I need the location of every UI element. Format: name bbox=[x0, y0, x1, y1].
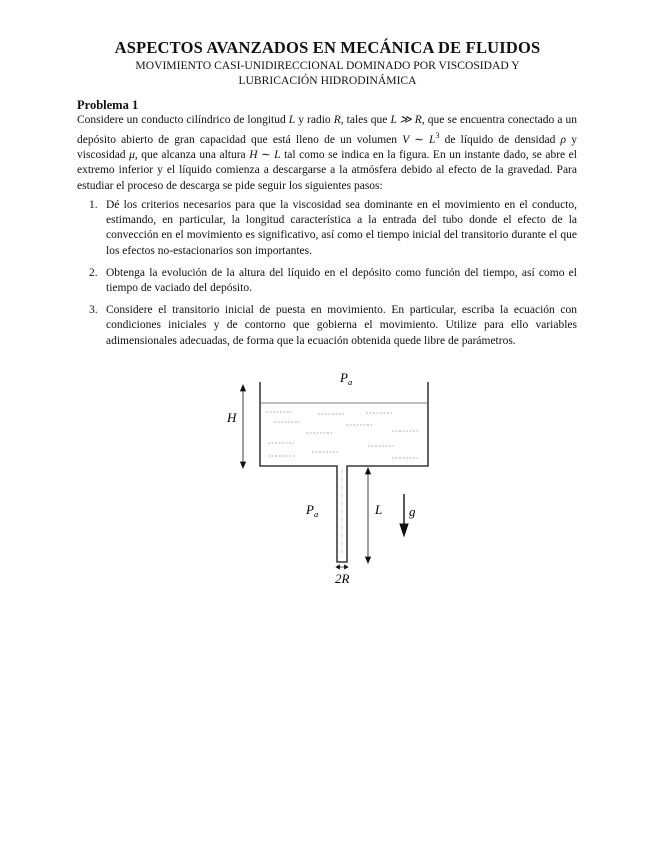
intro-text-6: y viscosidad bbox=[77, 134, 577, 162]
diameter-dimension-arrow bbox=[336, 565, 348, 569]
relation-l-much-greater-r: L ≫ R bbox=[390, 114, 422, 126]
problem-heading: Problema 1 bbox=[77, 98, 139, 112]
intro-text-7: , que alcanza una altura bbox=[134, 149, 250, 162]
relation-height: H ∼ L bbox=[249, 149, 281, 162]
height-label: H bbox=[227, 410, 237, 425]
pressure-label-top: $P_a$ bbox=[340, 370, 353, 387]
subtitle-line-2: LUBRICACIÓN HIDRODINÁMICA bbox=[238, 74, 417, 87]
intro-text-5: de líquido de densidad bbox=[439, 134, 561, 147]
subtitle-line-1: MOVIMIENTO CASI-UNIDIRECCIONAL DOMINADO POR VISCOSIDAD Y bbox=[135, 59, 520, 72]
relation-volume: V ∼ L bbox=[402, 134, 436, 147]
length-dimension-arrow bbox=[366, 468, 371, 563]
task-text: Dé los criterios necesarios para que la viscosidad sea dominante en el movimiento en el conducto, estimando, en particular, la longitud característica a la entrada del tubo donde el efecto de la convección en el movimiento es significativo, así como el tiempo inicial del transitorio durante el que los efectos no-estacionarios son importantes. bbox=[106, 199, 577, 257]
task-text: Considere el transitorio inicial de puesta en movimiento. En particular, escriba la ecuación con condiciones iniciales y de contorno que gobierna el movimiento. Utilize para ello variables adimensionales adecuadas, de forma que la ecuación obtenida quede libre de parámetros. bbox=[106, 304, 577, 347]
document-title: ASPECTOS AVANZADOS EN MECÁNICA DE FLUIDOS bbox=[114, 38, 541, 57]
symbol-rho: ρ bbox=[560, 134, 567, 147]
height-dimension-arrow bbox=[241, 385, 246, 468]
intro-text-4: , que se encuentra conectado a un depósito abierto de gran capacidad que está lleno de un volumen bbox=[77, 114, 577, 147]
intro-text-8: tal como se indica en la figura. En un instante dado, se abre el extremo inferior y el líquido comienza a descargarse a la atmósfera debido al efecto de la gravedad. Para estudiar el proceso de descarga se pide seguir los siguientes pasos: bbox=[77, 149, 577, 192]
intro-text-1: Considere un conducto cilíndrico de longitud bbox=[77, 114, 289, 126]
task-number: 3. bbox=[89, 304, 98, 317]
liquid-fill-marks bbox=[266, 412, 418, 458]
diameter-label: 2R bbox=[335, 571, 350, 586]
intro-text-3: , tales que bbox=[340, 114, 391, 126]
gravity-arrow-icon bbox=[400, 494, 408, 536]
task-text: Obtenga la evolución de la altura del líquido en el depósito como función del tiempo, así como el tiempo de vaciado del depósito. bbox=[106, 266, 577, 295]
symbol-mu: μ bbox=[129, 149, 135, 162]
symbol-R: R bbox=[333, 114, 341, 126]
gravity-label: g bbox=[409, 504, 416, 519]
exponent-3: 3 bbox=[435, 131, 440, 141]
task-number: 2. bbox=[89, 266, 98, 279]
task-number: 1. bbox=[89, 199, 98, 211]
pressure-label-side: $P_a$ bbox=[306, 502, 319, 519]
intro-text-2: y radio bbox=[295, 114, 334, 126]
symbol-L: L bbox=[288, 114, 296, 126]
length-label: L bbox=[375, 502, 383, 517]
tank-outline bbox=[260, 382, 428, 562]
